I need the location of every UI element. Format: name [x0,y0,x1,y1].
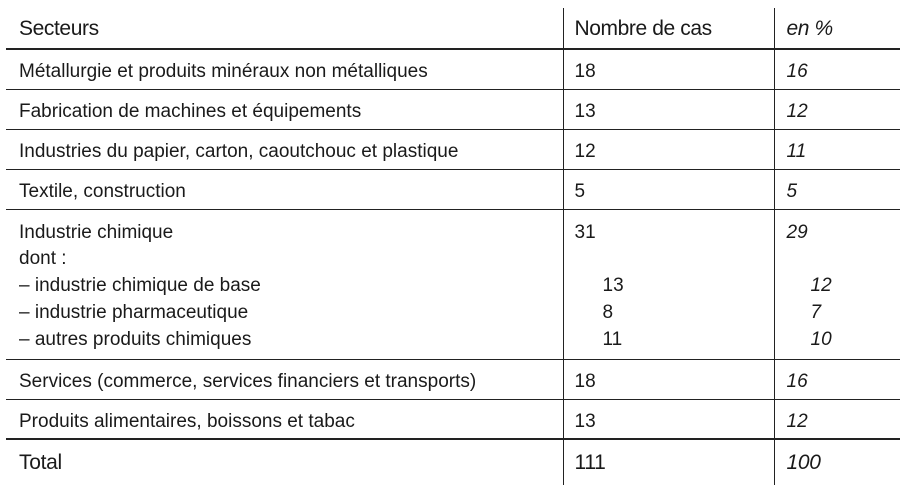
percent-cell: 12 [774,89,900,129]
header-count: Nombre de cas [563,8,774,49]
table-row [6,399,900,439]
count-cell: 13 [563,399,774,439]
sector-table [6,8,900,485]
table-row [6,169,900,209]
count-cell: 5 [563,169,774,209]
sector-cell: Services (commerce, services financiers et transports) [19,370,477,392]
sector-cell: Fabrication de machines et équipements [19,100,362,122]
sector-cell: Produits alimentaires, boissons et tabac [19,410,355,432]
table-row-chemical [6,209,900,359]
chemical-sector-label: Industrie chimique [19,221,174,243]
percent-cell [774,209,900,359]
count-cell: 13 [563,89,774,129]
sub-sector-label: – industrie chimique de base [19,274,261,296]
sub-percent: 12 [810,274,832,296]
chemical-percent: 29 [786,221,808,243]
dont-label: dont : [19,247,67,269]
table-header-row [6,8,900,49]
total-row [6,439,900,485]
percent-cell: 12 [774,399,900,439]
sub-sector-label: – industrie pharmaceutique [19,301,249,323]
percent-cell: 16 [774,359,900,399]
count-cell [563,209,774,359]
sub-sector-label: – autres produits chimiques [19,328,252,350]
total-count: 111 [563,439,774,485]
percent-cell: 11 [774,129,900,169]
table-row [6,129,900,169]
sector-cell [6,209,563,359]
count-cell: 12 [563,129,774,169]
chemical-count: 31 [574,221,596,243]
percent-cell: 16 [774,49,900,89]
sub-count: 8 [602,301,614,323]
percent-cell: 5 [774,169,900,209]
header-sector: Secteurs [6,8,563,49]
table-row [6,49,900,89]
header-percent: en % [774,8,900,49]
count-cell: 18 [563,359,774,399]
sector-cell: Textile, construction [19,180,186,202]
total-label: Total [6,439,563,485]
sector-cell: Métallurgie et produits minéraux non métalliques [19,61,428,82]
sub-percent: 7 [810,301,822,323]
sub-count: 13 [602,274,624,296]
table-row [6,359,900,399]
sub-count: 11 [602,328,623,350]
table-row [6,89,900,129]
total-percent: 100 [774,439,900,485]
sector-cell: Industries du papier, carton, caoutchouc et plastique [19,140,459,162]
count-cell: 18 [563,49,774,89]
sub-percent: 10 [810,328,832,350]
